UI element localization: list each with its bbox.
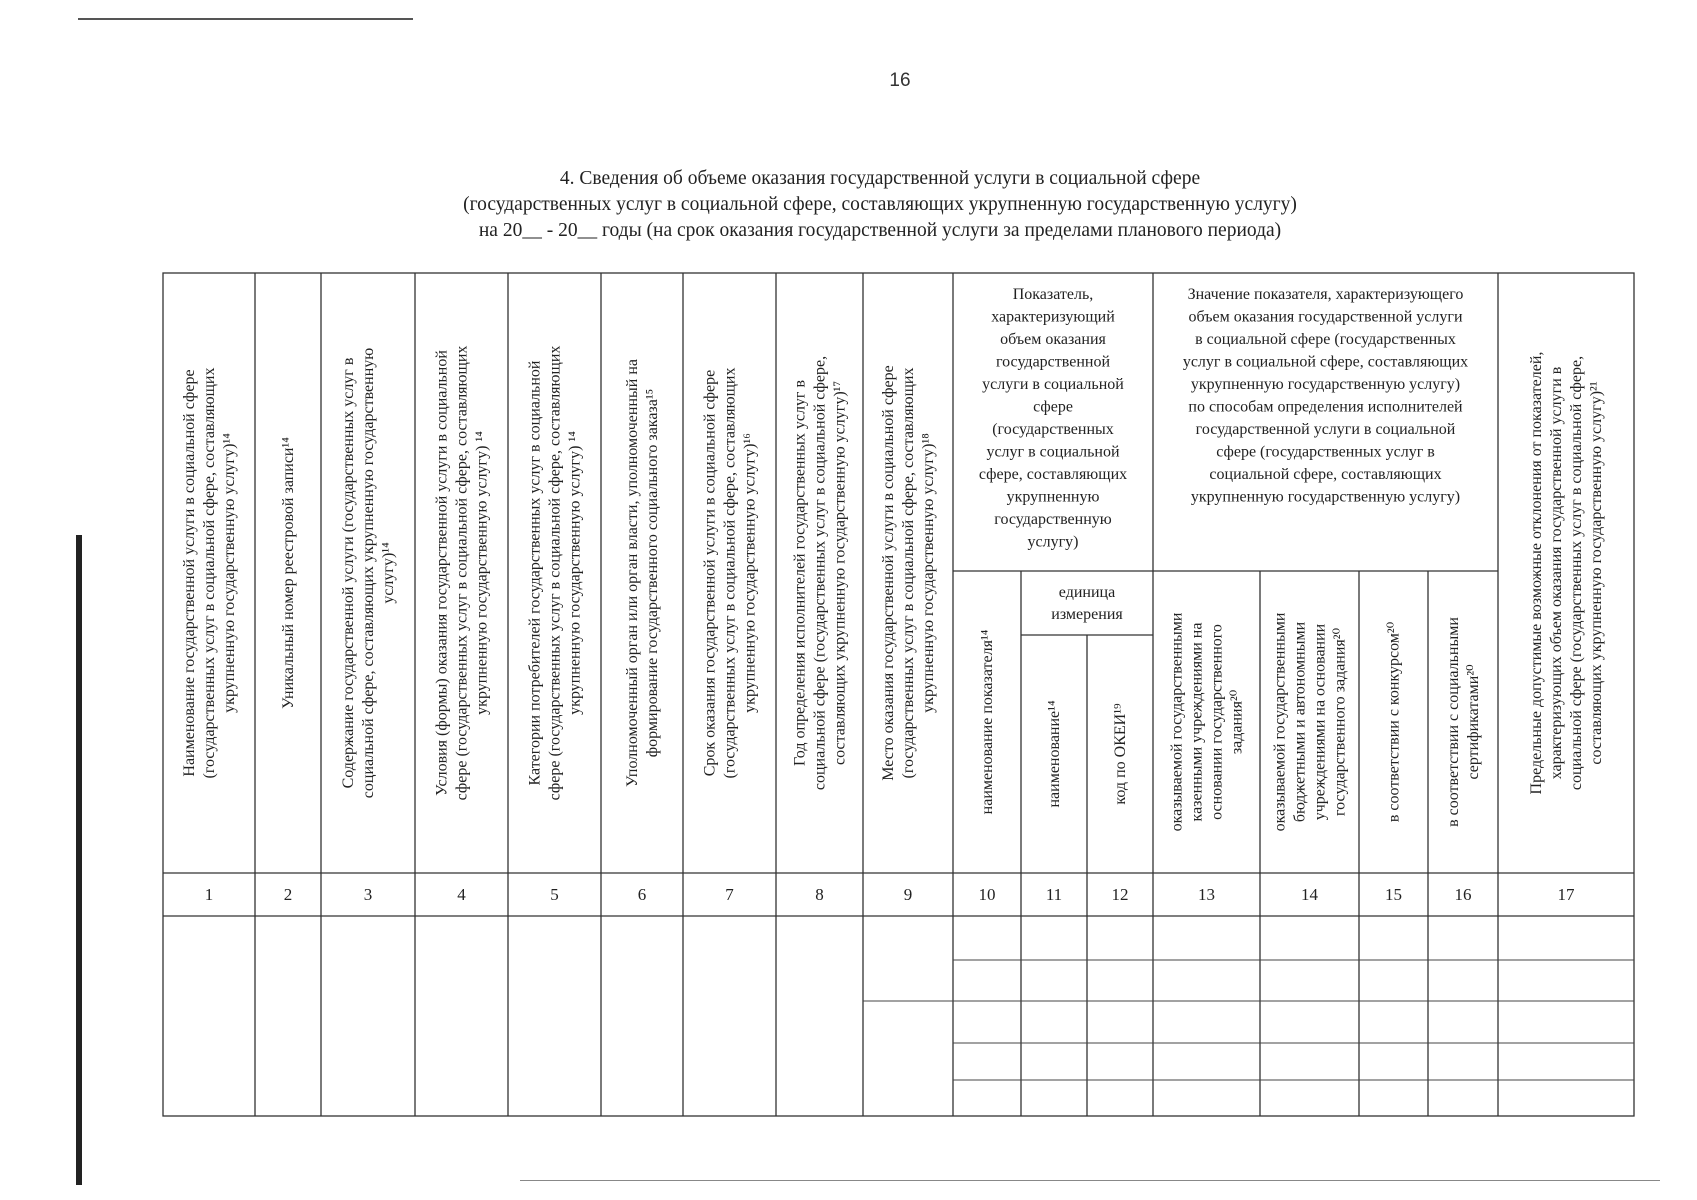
header-authorized-body <box>624 359 661 787</box>
column-number: 7 <box>725 885 734 904</box>
column-number: 6 <box>637 885 647 904</box>
header-value-group <box>1183 286 1468 506</box>
header-service-content <box>340 348 397 798</box>
header-service-content-line: услугу)¹⁴ <box>380 542 397 604</box>
header-allowed-deviations-line: составляющих укрупненную государственную услугу)²¹ <box>1588 381 1605 765</box>
column-number: 10 <box>978 885 996 904</box>
column-number: 9 <box>903 885 913 904</box>
header-registry-number-line: Уникальный номер реестровой записи¹⁴ <box>280 437 297 709</box>
header-indicator-group-line: объем оказания <box>1000 331 1106 348</box>
header-service-conditions-line: Условия (формы) оказания государственной услуги в социальной <box>433 350 451 796</box>
header-contractor-year-line: социальной сфере (государственных услуг в социальной сфере, <box>811 355 829 791</box>
header-value-group-line: Значение показателя, характеризующего <box>1187 286 1464 303</box>
title-line-1: 4. Сведения об объеме оказания государственной услуги в социальной сфере <box>559 168 1201 189</box>
header-value-group-line: объем оказания государственной услуги <box>1188 308 1463 326</box>
header-state-institutions-line: оказываемой государственными <box>1168 612 1186 832</box>
header-authorized-body-line: Уполномоченный орган или орган власти, уполномоченный на <box>624 358 641 788</box>
column-number: 11 <box>1045 885 1063 904</box>
header-indicator-group-line: (государственных <box>992 421 1114 438</box>
header-service-term <box>702 368 759 779</box>
column-number: 4 <box>457 885 466 904</box>
header-contractor-year-line: составляющих укрупненную государственную услугу)¹⁷ <box>831 380 849 766</box>
header-unit-name <box>1046 700 1063 807</box>
header-service-content-line: социальной сфере, составляющих укрупненную государственную <box>360 347 377 799</box>
section-title <box>360 166 1400 244</box>
header-service-place-line: укрупненную государственную услугу)¹⁸ <box>920 433 937 713</box>
table-header <box>181 286 1605 831</box>
header-state-institutions-line: казенными учреждениями на <box>1188 622 1206 822</box>
header-service-name <box>181 368 238 779</box>
header-value-group-line: по способам определения исполнителей <box>1188 398 1463 416</box>
column-number: 1 <box>204 885 214 904</box>
header-indicator-name <box>979 629 996 814</box>
header-budget-institutions-line: оказываемой государственными <box>1271 612 1289 832</box>
header-indicator-group-line: сфере, составляющих <box>978 466 1128 483</box>
header-okei-code-line: код по ОКЕИ¹⁹ <box>1112 703 1129 805</box>
header-by-certificates-line: сертификатами²⁰ <box>1465 664 1482 780</box>
column-number: 8 <box>815 885 824 904</box>
page-number: 16 <box>889 70 911 91</box>
header-state-institutions <box>1169 612 1246 831</box>
header-service-term-line: укрупненную государственную услугу)¹⁶ <box>741 433 759 713</box>
header-allowed-deviations-line: характеризующих объем оказания государственной услуги в <box>1548 366 1565 780</box>
header-service-conditions-line: сфере (государственных услуг в социальной сфере, составляющих <box>453 345 471 801</box>
header-indicator-group <box>979 286 1127 551</box>
scan-edge-bottom <box>520 1180 1660 1181</box>
column-numbers-row <box>205 885 1575 904</box>
header-registry-number <box>280 437 297 709</box>
column-number: 2 <box>283 885 293 904</box>
header-budget-institutions-line: бюджетными и автономными <box>1291 621 1309 823</box>
header-indicator-group-line: Показатель, <box>1012 286 1094 303</box>
header-indicator-group-line: услуг в социальной <box>986 443 1120 461</box>
column-number: 13 <box>1198 885 1215 904</box>
title-line-3: на 20__ - 20__ годы (на срок оказания государственной услуги за пределами планового периода) <box>478 220 1282 241</box>
header-service-place-line: (государственных услуг в социальной сфере, составляющих <box>900 367 917 779</box>
column-number: 14 <box>1301 885 1318 904</box>
column-number: 3 <box>363 885 373 904</box>
header-indicator-group-line: государственную <box>994 511 1112 528</box>
header-value-group-line: государственной услуги в социальной <box>1195 421 1456 438</box>
header-contractor-year <box>792 356 849 790</box>
header-budget-institutions-line: учреждениями на основании <box>1311 623 1329 821</box>
volume-indicators-table <box>163 273 1634 1116</box>
header-service-name-line: укрупненную государственную услугу)¹⁴ <box>221 433 238 713</box>
header-value-group-line: в социальной сфере (государственных <box>1195 331 1456 348</box>
header-okei-code <box>1112 703 1129 805</box>
header-allowed-deviations-line: Предельные допустимые возможные отклонения от показателей, <box>1528 351 1545 795</box>
scan-edge-left <box>76 535 82 1185</box>
header-indicator-group-line: характеризующий <box>991 308 1115 326</box>
scan-edge-top <box>78 18 413 20</box>
column-number: 17 <box>1557 885 1575 904</box>
header-allowed-deviations <box>1528 352 1605 795</box>
header-by-competition-line: в соответствии с конкурсом²⁰ <box>1385 621 1403 823</box>
header-value-group-line: укрупненную государственную услугу) <box>1190 488 1461 506</box>
header-service-place <box>880 365 937 780</box>
header-service-conditions <box>434 346 491 801</box>
header-service-place-line: Место оказания государственной услуги в социальной сфере <box>880 365 897 781</box>
header-consumer-categories-line: Категории потребителей государственных услуг в социальной <box>526 360 544 786</box>
header-indicator-group-line: государственной <box>995 353 1111 371</box>
header-by-competition <box>1386 622 1403 822</box>
header-by-certificates-line: в соответствии с социальными <box>1445 617 1462 827</box>
header-consumer-categories-line: сфере (государственных услуг в социальной сфере, составляющих <box>546 345 564 801</box>
column-number: 15 <box>1385 885 1402 904</box>
column-number: 12 <box>1111 885 1129 904</box>
title-line-2: (государственных услуг в социальной сфере, составляющих укрупненную государственную услугу) <box>463 194 1297 215</box>
header-consumer-categories <box>527 346 584 801</box>
header-budget-institutions-line: государственного задания²⁰ <box>1331 628 1349 816</box>
header-indicator-name-line: наименование показателя¹⁴ <box>979 629 996 815</box>
header-service-term-line: Срок оказания государственной услуги в социальной сфере <box>701 369 719 777</box>
header-service-term-line: (государственных услуг в социальной сфере, составляющих <box>721 367 739 779</box>
header-authorized-body-line: формирование государственного социального заказа¹⁵ <box>644 388 661 758</box>
header-indicator-group-line: услугу) <box>1027 533 1079 551</box>
header-service-conditions-line: укрупненную государственную услугу) ¹⁴ <box>473 431 491 715</box>
header-indicator-group-line: сфере <box>1033 398 1073 416</box>
header-unit-group-line: измерения <box>1051 606 1123 623</box>
header-value-group-line: сфере (государственных услуг в <box>1216 443 1435 461</box>
header-unit-group <box>1051 584 1123 623</box>
header-value-group-line: укрупненную государственную услугу) <box>1190 376 1461 393</box>
column-number: 16 <box>1454 885 1472 904</box>
header-indicator-group-line: укрупненную <box>1006 488 1100 506</box>
header-budget-institutions <box>1272 612 1349 831</box>
header-value-group-line: услуг в социальной сфере, составляющих <box>1182 353 1469 371</box>
header-service-name-line: Наименование государственной услуги в социальной сфере <box>181 369 198 777</box>
header-unit-group-line: единица <box>1058 584 1116 601</box>
header-consumer-categories-line: укрупненную государственную услугу) ¹⁴ <box>566 431 584 715</box>
column-number: 5 <box>550 885 559 904</box>
header-service-content-line: Содержание государственной услуги (государственных услуг в <box>340 357 357 789</box>
header-indicator-group-line: услуги в социальной <box>982 376 1124 393</box>
header-allowed-deviations-line: социальной сфере (государственных услуг в социальной сфере, <box>1568 355 1585 791</box>
header-unit-name-line: наименование¹⁴ <box>1046 700 1063 808</box>
header-service-name-line: (государственных услуг в социальной сфере, составляющих <box>201 367 218 779</box>
header-state-institutions-line: задания²⁰ <box>1228 689 1246 755</box>
header-state-institutions-line: основании государственного <box>1208 624 1226 820</box>
header-contractor-year-line: Год определения исполнителей государственных услуг в <box>791 379 809 767</box>
header-value-group-line: социальной сфере, составляющих <box>1209 466 1442 483</box>
header-by-certificates <box>1445 617 1482 827</box>
